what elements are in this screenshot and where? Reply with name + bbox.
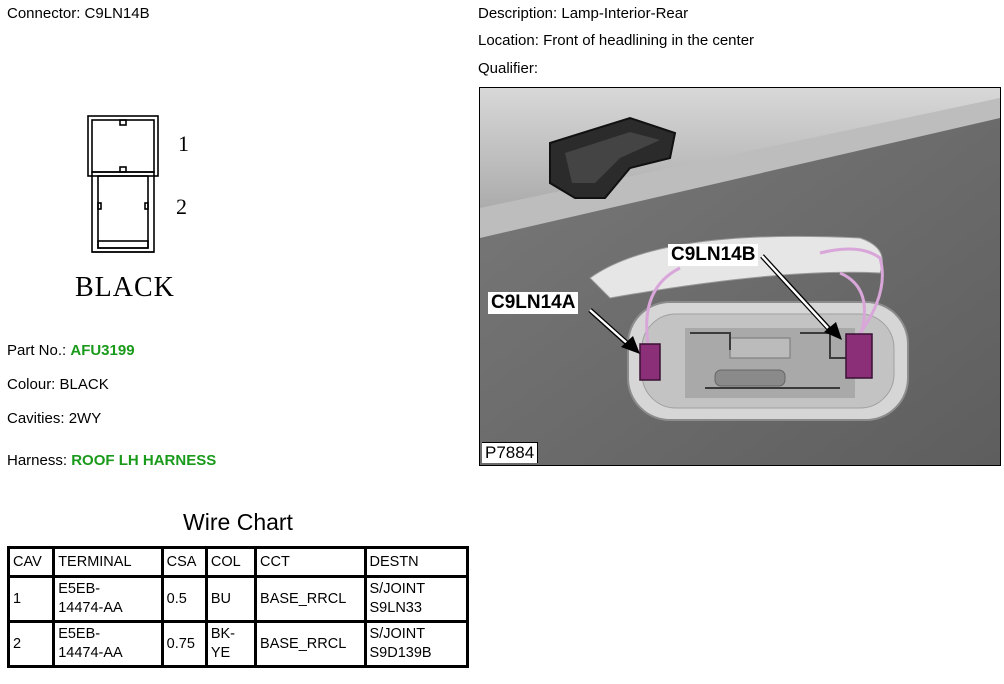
pin-number-1: 1 — [178, 131, 189, 156]
wire-chart-table — [7, 546, 469, 668]
pin-number-2: 2 — [176, 194, 187, 219]
harness-line — [7, 452, 216, 469]
colour-line — [7, 376, 109, 393]
table-row — [9, 577, 468, 622]
connector-value: C9LN14B — [84, 5, 150, 22]
qualifier-label: Qualifier: — [478, 60, 539, 77]
headlining-illustration — [480, 88, 1000, 465]
cct-cell: BASE_RRCL — [256, 577, 365, 622]
cav-cell: 2 — [9, 622, 54, 667]
col-cell: BK- YE — [206, 622, 255, 667]
location-value: Front of headlining in the center — [543, 32, 755, 49]
connector-label: Connector: — [7, 5, 81, 22]
table-row — [9, 622, 468, 667]
callout-c9ln14a: C9LN14A — [488, 292, 578, 314]
cavity-2-outline — [92, 172, 154, 252]
cavities-label: Cavities: — [7, 410, 65, 427]
part-number-link[interactable]: AFU3199 — [70, 342, 135, 359]
cct-cell: BASE_RRCL — [256, 622, 365, 667]
location-label: Location: — [478, 32, 539, 49]
destn-cell: S/JOINT S9LN33 — [365, 577, 467, 622]
connector-c9ln14a-marker — [640, 344, 660, 380]
column-header-terminal: TERMINAL — [54, 548, 162, 577]
photo-reference-id: P7884 — [482, 442, 538, 463]
terminal-cell: E5EB- 14474-AA — [54, 577, 162, 622]
cavities-line — [7, 410, 101, 427]
location-line — [478, 32, 754, 49]
description-value: Lamp-Interior-Rear — [561, 5, 689, 22]
connector-c9ln14b-marker — [846, 334, 872, 378]
csa-cell: 0.5 — [162, 577, 206, 622]
column-header-destn: DESTN — [365, 548, 467, 577]
table-header-row — [9, 548, 468, 577]
cav-cell: 1 — [9, 577, 54, 622]
connector-colour-caption: BLACK — [75, 272, 175, 303]
callout-c9ln14b: C9LN14B — [668, 244, 758, 266]
location-photo — [479, 87, 1001, 466]
cavities-value: 2WY — [68, 410, 102, 427]
column-header-csa: CSA — [162, 548, 206, 577]
terminal-cell: E5EB- 14474-AA — [54, 622, 162, 667]
column-header-col: COL — [206, 548, 255, 577]
column-header-cct: CCT — [256, 548, 365, 577]
harness-label: Harness: — [7, 452, 68, 469]
wire-chart-title: Wire Chart — [183, 509, 293, 535]
qualifier-line — [478, 60, 538, 77]
csa-cell: 0.75 — [162, 622, 206, 667]
description-line — [478, 5, 688, 22]
col-cell: BU — [206, 577, 255, 622]
connector-heading — [7, 5, 150, 22]
part-number-line — [7, 342, 135, 359]
description-label: Description: — [478, 5, 558, 22]
harness-link[interactable]: ROOF LH HARNESS — [71, 452, 217, 469]
column-header-cav: CAV — [9, 548, 54, 577]
part-number-label: Part No.: — [7, 342, 67, 359]
colour-value: BLACK — [59, 376, 109, 393]
colour-label: Colour: — [7, 376, 56, 393]
destn-cell: S/JOINT S9D139B — [365, 622, 467, 667]
